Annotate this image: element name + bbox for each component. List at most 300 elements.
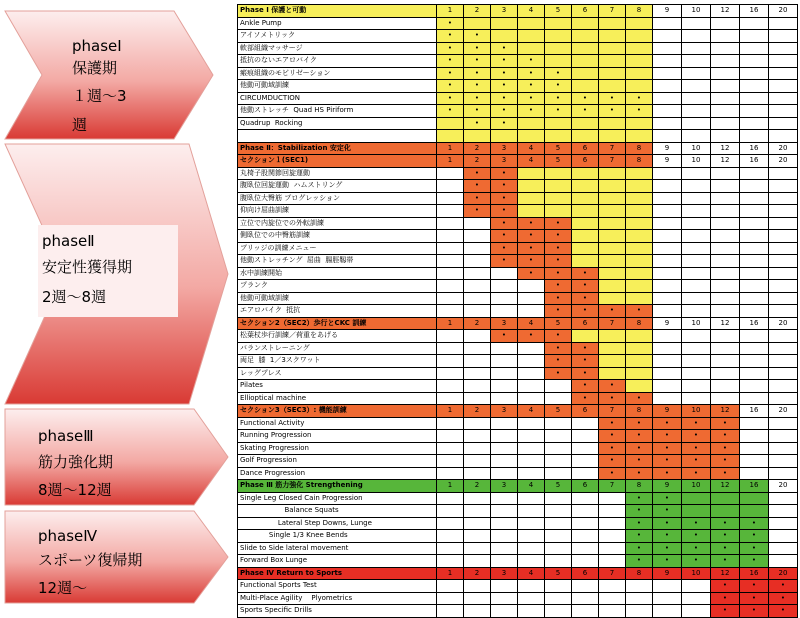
week-number-cell: 5 bbox=[545, 317, 572, 330]
week-cell bbox=[682, 105, 711, 118]
week-cell-marked: • bbox=[464, 67, 491, 80]
week-number-cell: 16 bbox=[740, 405, 769, 418]
phase-period-name: スポーツ復帰期 bbox=[38, 551, 143, 569]
week-number-cell: 9 bbox=[653, 142, 682, 155]
week-cell bbox=[437, 517, 464, 530]
exercise-label: Single Leg Closed Cain Progression bbox=[238, 492, 437, 505]
week-cell-marked: • bbox=[599, 430, 626, 443]
week-cell bbox=[769, 92, 798, 105]
week-cell bbox=[545, 555, 572, 568]
week-cell bbox=[769, 542, 798, 555]
week-cell bbox=[653, 55, 682, 68]
week-cell bbox=[769, 167, 798, 180]
week-cell bbox=[599, 555, 626, 568]
week-cell bbox=[626, 17, 653, 30]
week-cell bbox=[711, 380, 740, 393]
week-number-cell: 2 bbox=[464, 5, 491, 18]
week-cell bbox=[682, 180, 711, 193]
week-number-cell: 5 bbox=[545, 480, 572, 493]
week-cell bbox=[769, 230, 798, 243]
section-header-row bbox=[238, 567, 798, 580]
week-cell bbox=[464, 492, 491, 505]
week-cell bbox=[711, 167, 740, 180]
week-number-cell: 12 bbox=[711, 5, 740, 18]
week-cell-marked: • bbox=[491, 255, 518, 268]
exercise-row bbox=[238, 492, 798, 505]
phase-weeks-cont: 週 bbox=[72, 116, 88, 134]
week-cell bbox=[572, 605, 599, 618]
week-cell bbox=[740, 230, 769, 243]
week-cell bbox=[572, 505, 599, 518]
week-cell bbox=[740, 330, 769, 343]
week-cell bbox=[572, 542, 599, 555]
week-cell bbox=[599, 117, 626, 130]
week-cell-marked: • bbox=[599, 442, 626, 455]
week-number-cell: 8 bbox=[626, 567, 653, 580]
exercise-row bbox=[238, 30, 798, 43]
week-cell-marked: • bbox=[626, 92, 653, 105]
week-cell bbox=[437, 380, 464, 393]
week-cell bbox=[599, 517, 626, 530]
week-cell bbox=[769, 80, 798, 93]
week-cell-marked: • bbox=[518, 55, 545, 68]
week-cell bbox=[437, 242, 464, 255]
week-cell bbox=[653, 17, 682, 30]
week-cell bbox=[682, 355, 711, 368]
week-cell bbox=[437, 342, 464, 355]
week-cell-marked: • bbox=[491, 192, 518, 205]
week-cell-marked: • bbox=[545, 342, 572, 355]
exercise-row bbox=[238, 305, 798, 318]
week-number-cell: 4 bbox=[518, 317, 545, 330]
section-title: セクション2（SEC2）歩行とCKC 訓練 bbox=[238, 317, 437, 330]
week-cell bbox=[653, 67, 682, 80]
exercise-row bbox=[238, 605, 798, 618]
week-cell-marked: • bbox=[599, 417, 626, 430]
week-cell-marked: • bbox=[464, 80, 491, 93]
week-cell-marked: • bbox=[572, 305, 599, 318]
week-cell bbox=[545, 442, 572, 455]
week-cell-marked: • bbox=[545, 305, 572, 318]
week-cell bbox=[682, 17, 711, 30]
week-cell bbox=[626, 330, 653, 343]
week-cell bbox=[711, 130, 740, 143]
week-cell-marked: • bbox=[464, 167, 491, 180]
week-cell bbox=[682, 130, 711, 143]
week-number-cell: 20 bbox=[769, 155, 798, 168]
week-cell-marked: • bbox=[572, 92, 599, 105]
week-number-cell: 4 bbox=[518, 480, 545, 493]
week-cell-marked: • bbox=[464, 92, 491, 105]
exercise-label: Ankle Pump bbox=[238, 17, 437, 30]
week-cell bbox=[711, 255, 740, 268]
week-cell bbox=[518, 205, 545, 218]
week-cell bbox=[711, 180, 740, 193]
week-cell bbox=[437, 255, 464, 268]
exercise-row bbox=[238, 230, 798, 243]
exercise-label: プランク bbox=[238, 280, 437, 293]
exercise-label: 立位で内旋位での外転訓練 bbox=[238, 217, 437, 230]
week-cell bbox=[437, 205, 464, 218]
week-cell bbox=[653, 167, 682, 180]
week-number-cell: 20 bbox=[769, 405, 798, 418]
week-cell bbox=[572, 130, 599, 143]
week-cell-marked: • bbox=[491, 180, 518, 193]
exercise-row bbox=[238, 130, 798, 143]
week-cell bbox=[740, 442, 769, 455]
week-cell bbox=[518, 42, 545, 55]
week-cell bbox=[740, 492, 769, 505]
week-cell-marked: • bbox=[518, 105, 545, 118]
week-cell-marked: • bbox=[464, 42, 491, 55]
week-cell bbox=[491, 505, 518, 518]
week-number-cell: 7 bbox=[599, 480, 626, 493]
week-cell bbox=[653, 180, 682, 193]
week-cell bbox=[572, 242, 599, 255]
week-cell-marked: • bbox=[599, 392, 626, 405]
exercise-row bbox=[238, 342, 798, 355]
protocol-table bbox=[237, 4, 798, 618]
section-title: Phase Ⅰ 保護と可動 bbox=[238, 5, 437, 18]
week-cell bbox=[599, 205, 626, 218]
exercise-row bbox=[238, 330, 798, 343]
week-cell-marked: • bbox=[769, 605, 798, 618]
week-cell bbox=[769, 42, 798, 55]
week-cell bbox=[464, 555, 491, 568]
section-title: セクション１(SEC1) bbox=[238, 155, 437, 168]
section-header-row bbox=[238, 480, 798, 493]
week-cell bbox=[545, 192, 572, 205]
exercise-label: CIRCUMDUCTION bbox=[238, 92, 437, 105]
week-cell bbox=[599, 292, 626, 305]
week-cell-marked: • bbox=[599, 105, 626, 118]
week-cell bbox=[626, 167, 653, 180]
week-cell bbox=[545, 467, 572, 480]
week-cell bbox=[599, 130, 626, 143]
exercise-row bbox=[238, 592, 798, 605]
week-cell bbox=[769, 380, 798, 393]
week-cell bbox=[653, 42, 682, 55]
week-cell bbox=[740, 280, 769, 293]
week-cell bbox=[545, 117, 572, 130]
week-cell bbox=[740, 105, 769, 118]
week-cell bbox=[769, 130, 798, 143]
week-cell bbox=[491, 417, 518, 430]
week-cell bbox=[682, 117, 711, 130]
exercise-row bbox=[238, 505, 798, 518]
week-cell bbox=[769, 242, 798, 255]
week-cell bbox=[437, 292, 464, 305]
week-number-cell: 4 bbox=[518, 405, 545, 418]
week-cell bbox=[682, 92, 711, 105]
week-cell bbox=[464, 267, 491, 280]
phase-title: phaseⅠ bbox=[72, 37, 122, 55]
week-number-cell: 4 bbox=[518, 567, 545, 580]
week-number-cell: 20 bbox=[769, 5, 798, 18]
week-cell bbox=[491, 492, 518, 505]
week-cell bbox=[464, 430, 491, 443]
week-cell bbox=[599, 230, 626, 243]
week-cell bbox=[437, 555, 464, 568]
exercise-label: Balance Squats bbox=[238, 505, 437, 518]
week-cell bbox=[653, 580, 682, 593]
week-cell-marked: • bbox=[626, 305, 653, 318]
week-number-cell: 1 bbox=[437, 405, 464, 418]
week-cell bbox=[464, 330, 491, 343]
week-cell bbox=[599, 180, 626, 193]
week-cell bbox=[740, 192, 769, 205]
exercise-row bbox=[238, 242, 798, 255]
week-cell bbox=[769, 455, 798, 468]
week-cell bbox=[740, 92, 769, 105]
exercise-row bbox=[238, 417, 798, 430]
week-cell bbox=[653, 242, 682, 255]
week-cell bbox=[599, 580, 626, 593]
week-cell bbox=[711, 342, 740, 355]
week-cell-marked: • bbox=[518, 267, 545, 280]
week-cell-marked: • bbox=[653, 530, 682, 543]
week-cell bbox=[464, 355, 491, 368]
week-cell-marked: • bbox=[572, 392, 599, 405]
week-cell bbox=[437, 392, 464, 405]
week-cell bbox=[711, 392, 740, 405]
exercise-row bbox=[238, 205, 798, 218]
week-cell bbox=[437, 330, 464, 343]
week-cell bbox=[545, 455, 572, 468]
phase-arrow-3 bbox=[4, 408, 229, 506]
exercise-row bbox=[238, 167, 798, 180]
week-cell bbox=[545, 530, 572, 543]
week-cell bbox=[682, 492, 711, 505]
week-cell bbox=[599, 80, 626, 93]
week-cell bbox=[437, 167, 464, 180]
phase-arrow-1 bbox=[4, 10, 214, 140]
week-cell bbox=[518, 180, 545, 193]
week-cell bbox=[599, 530, 626, 543]
week-cell bbox=[711, 67, 740, 80]
exercise-label: Slide to Side lateral movement bbox=[238, 542, 437, 555]
week-number-cell: 2 bbox=[464, 317, 491, 330]
exercise-row bbox=[238, 180, 798, 193]
week-cell bbox=[682, 192, 711, 205]
exercise-row bbox=[238, 105, 798, 118]
week-cell bbox=[464, 280, 491, 293]
week-number-cell: 1 bbox=[437, 155, 464, 168]
week-cell-marked: • bbox=[545, 255, 572, 268]
week-cell bbox=[626, 117, 653, 130]
week-cell bbox=[572, 42, 599, 55]
week-number-cell: 7 bbox=[599, 317, 626, 330]
week-cell-marked: • bbox=[682, 517, 711, 530]
week-number-cell: 9 bbox=[653, 155, 682, 168]
exercise-label: 両足 膝 1／3スクワット bbox=[238, 355, 437, 368]
week-cell bbox=[711, 17, 740, 30]
week-cell bbox=[769, 505, 798, 518]
week-number-cell: 5 bbox=[545, 405, 572, 418]
week-cell bbox=[682, 280, 711, 293]
week-cell bbox=[653, 342, 682, 355]
week-cell bbox=[545, 17, 572, 30]
exercise-label: 他動ストレッチング 屈曲 腸脛靱帯 bbox=[238, 255, 437, 268]
week-cell bbox=[599, 542, 626, 555]
week-cell bbox=[653, 292, 682, 305]
week-cell-marked: • bbox=[464, 180, 491, 193]
week-cell-marked: • bbox=[572, 367, 599, 380]
week-cell bbox=[599, 217, 626, 230]
week-cell-marked: • bbox=[682, 442, 711, 455]
week-number-cell: 1 bbox=[437, 317, 464, 330]
week-cell bbox=[437, 430, 464, 443]
week-cell bbox=[599, 192, 626, 205]
week-number-cell: 12 bbox=[711, 567, 740, 580]
week-cell bbox=[626, 592, 653, 605]
week-number-cell: 8 bbox=[626, 317, 653, 330]
week-cell bbox=[769, 530, 798, 543]
week-cell-marked: • bbox=[464, 105, 491, 118]
week-cell-marked: • bbox=[491, 205, 518, 218]
week-number-cell: 3 bbox=[491, 405, 518, 418]
week-cell-marked: • bbox=[545, 80, 572, 93]
week-cell-marked: • bbox=[711, 555, 740, 568]
week-cell-marked: • bbox=[545, 217, 572, 230]
week-number-cell: 8 bbox=[626, 5, 653, 18]
week-cell-marked: • bbox=[491, 242, 518, 255]
week-cell-marked: • bbox=[599, 467, 626, 480]
week-cell bbox=[626, 55, 653, 68]
week-cell bbox=[437, 367, 464, 380]
week-number-cell: 16 bbox=[740, 5, 769, 18]
week-number-cell: 6 bbox=[572, 480, 599, 493]
week-cell bbox=[740, 267, 769, 280]
week-cell bbox=[437, 267, 464, 280]
week-number-cell: 10 bbox=[682, 5, 711, 18]
week-cell bbox=[682, 367, 711, 380]
week-cell bbox=[518, 542, 545, 555]
week-cell bbox=[437, 455, 464, 468]
week-number-cell: 1 bbox=[437, 567, 464, 580]
week-cell-marked: • bbox=[491, 217, 518, 230]
week-cell-marked: • bbox=[545, 330, 572, 343]
week-cell-marked: • bbox=[437, 17, 464, 30]
week-cell bbox=[599, 167, 626, 180]
week-cell-marked: • bbox=[740, 517, 769, 530]
week-cell-marked: • bbox=[711, 605, 740, 618]
week-cell-marked: • bbox=[572, 380, 599, 393]
week-cell bbox=[491, 555, 518, 568]
week-cell bbox=[740, 430, 769, 443]
week-cell bbox=[740, 342, 769, 355]
week-cell-marked: • bbox=[437, 92, 464, 105]
week-cell-marked: • bbox=[626, 417, 653, 430]
week-cell bbox=[572, 467, 599, 480]
week-cell bbox=[464, 517, 491, 530]
week-cell bbox=[769, 280, 798, 293]
week-cell-marked: • bbox=[653, 455, 682, 468]
week-cell bbox=[545, 380, 572, 393]
exercise-label: 抵抗のないエアロバイク bbox=[238, 55, 437, 68]
week-cell bbox=[599, 592, 626, 605]
week-cell bbox=[626, 292, 653, 305]
week-cell bbox=[464, 217, 491, 230]
week-cell bbox=[711, 92, 740, 105]
week-cell bbox=[626, 380, 653, 393]
exercise-row bbox=[238, 555, 798, 568]
week-cell bbox=[740, 217, 769, 230]
week-cell-marked: • bbox=[491, 105, 518, 118]
week-cell bbox=[572, 192, 599, 205]
week-cell-marked: • bbox=[653, 442, 682, 455]
week-cell bbox=[437, 305, 464, 318]
week-cell bbox=[653, 30, 682, 43]
week-cell bbox=[740, 292, 769, 305]
section-title: Phase Ⅲ 筋力強化 Strengthening bbox=[238, 480, 437, 493]
week-cell bbox=[682, 580, 711, 593]
week-cell bbox=[545, 167, 572, 180]
exercise-row bbox=[238, 355, 798, 368]
week-cell-marked: • bbox=[626, 455, 653, 468]
week-number-cell: 5 bbox=[545, 5, 572, 18]
week-cell bbox=[682, 305, 711, 318]
week-cell bbox=[545, 180, 572, 193]
week-cell-marked: • bbox=[545, 367, 572, 380]
week-cell-marked: • bbox=[572, 342, 599, 355]
week-cell bbox=[437, 130, 464, 143]
week-number-cell: 20 bbox=[769, 480, 798, 493]
week-cell bbox=[653, 305, 682, 318]
week-cell bbox=[572, 555, 599, 568]
exercise-label: Skating Progression bbox=[238, 442, 437, 455]
week-cell-marked: • bbox=[711, 430, 740, 443]
week-cell bbox=[740, 367, 769, 380]
week-cell bbox=[599, 255, 626, 268]
week-number-cell: 1 bbox=[437, 5, 464, 18]
exercise-row bbox=[238, 430, 798, 443]
week-cell bbox=[518, 530, 545, 543]
week-number-cell: 2 bbox=[464, 405, 491, 418]
week-cell bbox=[769, 330, 798, 343]
week-cell bbox=[518, 517, 545, 530]
week-cell bbox=[626, 255, 653, 268]
week-number-cell: 3 bbox=[491, 155, 518, 168]
exercise-row bbox=[238, 55, 798, 68]
week-cell-marked: • bbox=[653, 542, 682, 555]
week-cell bbox=[572, 455, 599, 468]
week-cell bbox=[653, 80, 682, 93]
week-cell bbox=[464, 17, 491, 30]
week-cell bbox=[572, 442, 599, 455]
week-cell-marked: • bbox=[653, 517, 682, 530]
week-cell-marked: • bbox=[599, 380, 626, 393]
week-cell bbox=[711, 367, 740, 380]
week-cell-marked: • bbox=[599, 455, 626, 468]
week-cell bbox=[572, 517, 599, 530]
week-cell bbox=[653, 355, 682, 368]
week-number-cell: 12 bbox=[711, 405, 740, 418]
week-cell bbox=[740, 505, 769, 518]
week-cell-marked: • bbox=[437, 30, 464, 43]
week-cell-marked: • bbox=[518, 67, 545, 80]
week-cell bbox=[769, 467, 798, 480]
week-cell-marked: • bbox=[711, 517, 740, 530]
week-cell-marked: • bbox=[545, 355, 572, 368]
week-number-cell: 10 bbox=[682, 480, 711, 493]
week-cell-marked: • bbox=[545, 292, 572, 305]
week-number-cell: 8 bbox=[626, 142, 653, 155]
week-cell-marked: • bbox=[769, 580, 798, 593]
week-cell bbox=[572, 430, 599, 443]
week-number-cell: 6 bbox=[572, 567, 599, 580]
week-number-cell: 3 bbox=[491, 142, 518, 155]
